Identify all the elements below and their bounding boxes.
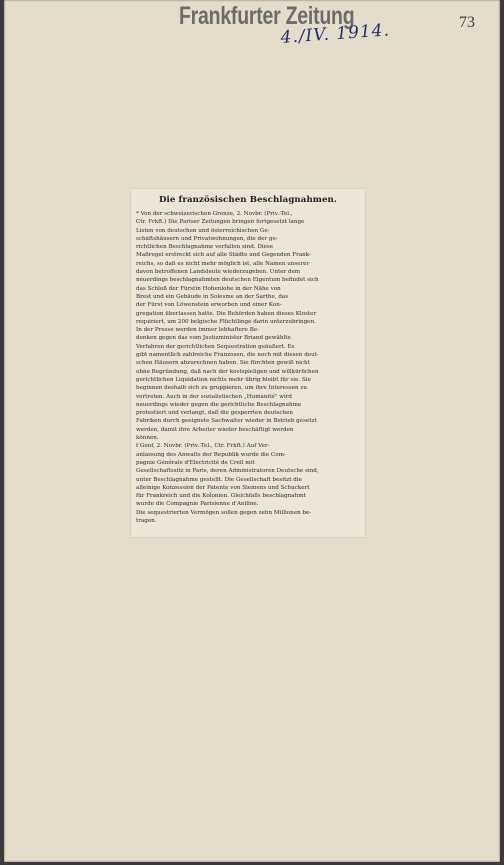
article-headline: Die französischen Beschlagnahmen. (158, 195, 337, 205)
article-line: Fabriken durch geeignete Sachwalter wieder in Betrieb gesetzt (136, 418, 317, 425)
article-line: reichs, so daß es nicht mehr möglich ist, alle Namen unserer (136, 260, 310, 267)
masthead: Frankfurter Zeitung (179, 2, 355, 30)
article-line: werden, damit ihre Arbeiter wieder beschäftigt werden (136, 426, 294, 433)
article-line: können. (136, 435, 159, 442)
article-line: Die sequestrierten Vermögen sollen gegen zehn Millionen be- (136, 509, 312, 516)
article-line: das Schloß der Fürstin Hohenlohe in der Nähe von (136, 285, 281, 292)
article-line: requiriert, um 200 belgische Flüchtlinge darin unterzubringen. (136, 318, 316, 325)
article-line: * Von der schweizerischen Grenze, 2. Novbr. (Priv.-Tel., (136, 211, 293, 217)
article-body (131, 210, 365, 525)
article-line: schäftshäusern und Privatwohnungen, die der ge- (136, 235, 278, 242)
article-line: pagnie Générale d'Electricité de Creil mit (136, 459, 255, 466)
article-line: f Genf, 2. Novbr. (Priv.-Tel., Ctr. Frkft.) Auf Ver- (136, 443, 270, 450)
article-line: tragen. (136, 517, 157, 524)
article-line: Ctr. Frkft.) Die Pariser Zeitungen bringen fortgesetzt lange (136, 219, 305, 226)
article-line: gregation überlassen hatte. Die Behörden haben dieses Kloster (136, 310, 317, 317)
article-line: schen Häusern abzurechnen haben. Sie fürchten gewiß nicht (136, 360, 310, 367)
article-line: Listen von deutschen und österreichischen Ge- (136, 227, 270, 234)
handwritten-date: 4./IV. 1914. (280, 20, 391, 48)
article-line: anlassung des Anwalts der Republik wurde die Com- (136, 451, 286, 458)
article-line: davon betroffenen Landsleute wiederzugeben. Unter dem (136, 269, 301, 276)
article-line: beginnen deshalb sich zu gruppieren, um ihre Interessen zu (136, 385, 307, 392)
article-line: denken gegen das vom Justizminister Briand gewählte (136, 335, 291, 342)
article-line: richtlichen Beschlagnahme verfallen sind. Diese (136, 244, 274, 251)
article-line: Maßregel erstreckt sich auf alle Städte und Gegenden Frank- (136, 252, 311, 259)
page-number: 73 (459, 14, 475, 31)
article-line: wurde die Compagnie Parisienne d'Aniline. (136, 501, 259, 508)
archive-page (4, 0, 500, 862)
article-line: neuerdings beschlagnahmten deutschen Eigentum befindet sich (136, 277, 319, 284)
article-line: protestiert und verlangt, daß die gesperrten deutschen (136, 410, 294, 417)
article-line: alleinige Konzession der Patente von Siemens und Schuckert (136, 484, 310, 491)
article-line: gerichtlichen Liquidation nichts mehr übrig bleibt für sie. Sie (136, 376, 311, 383)
article-line: Gesellschaftssitz in Paris, deren Administratoren Deutsche sind, (136, 468, 319, 475)
article-line: ohne Begründung, daß nach der kostspieligen und willkürlichen (136, 368, 319, 375)
article-line: Brest und ein Gebäude in Solesme an der Sarthe, das (136, 293, 289, 300)
newspaper-clipping (131, 189, 365, 537)
article-line: für Frankreich und die Kolonien. Gleichfalls beschlagnahmt (136, 493, 306, 500)
article-line: unter Beschlagnahme gestellt. Die Gesellschaft besitzt die (136, 476, 302, 483)
article-line: vertreten. Auch in der sozialistischen „Humanité" wird (136, 393, 293, 400)
article-line: In der Presse werden immer lebhaftere Be- (136, 327, 260, 334)
article-line: der Fürst von Löwenstein erworben und einer Kon- (136, 302, 282, 309)
article-line: Verfahren der gerichtlichen Sequestration geäußert. Es (136, 343, 295, 350)
article-line: neuerdings wieder gegen die gerichtliche Beschlagnahme (136, 401, 302, 408)
article-line: gibt namentlich zahlreiche Franzosen, die noch mit diesen deut- (136, 352, 319, 359)
